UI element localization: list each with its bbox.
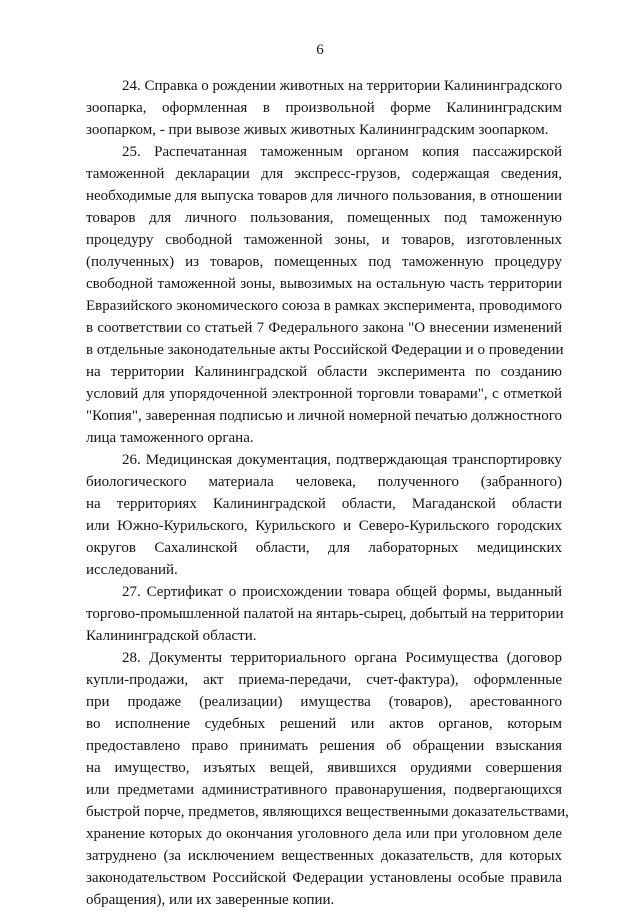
text-line: свободной таможенной зоны, вывозимых на остальную часть территории	[86, 276, 562, 292]
text-line: процедуру свободной таможенной зоны, и товаров, изготовленных	[86, 232, 562, 248]
text-line: зоопарком, - при вывозе живых животных Калининградским зоопарком.	[86, 122, 549, 138]
text-line: товаров для личного пользования, помещенных под таможенную	[86, 210, 562, 226]
page-number: 6	[316, 42, 324, 58]
text-line: зоопарка, оформленная в произвольной форме Калининградским	[86, 100, 562, 116]
text-line: на территории Калининградской области эксперимента по созданию	[86, 364, 562, 380]
document-body	[86, 75, 569, 911]
text-line: биологического материала человека, полученного (забранного)	[86, 474, 562, 490]
text-line: Калининградской области.	[86, 628, 257, 644]
text-line: купли-продажи, акт приема-передачи, счет-фактура), оформленные	[86, 672, 562, 688]
text-line: необходимые для выпуска товаров для личного пользования, в отношении	[86, 188, 562, 204]
text-line: лица таможенного органа.	[86, 430, 254, 446]
text-line: на имущество, изъятых вещей, явившихся орудиями совершения	[86, 760, 562, 776]
text-line: при продаже (реализации) имущества (товаров), арестованного	[86, 694, 562, 710]
text-line: на территориях Калининградской области, Магаданской области	[86, 496, 562, 512]
text-line: предоставлено право принимать решения об обращении взыскания	[86, 738, 562, 754]
text-line: хранение которых до окончания уголовного дела или при уголовном деле	[86, 826, 562, 842]
text-line: или Южно-Курильского, Курильского и Северо-Курильского городских	[86, 518, 562, 534]
text-line: торгово-промышленной палатой на янтарь-сырец, добытый на территории	[86, 606, 564, 622]
text-line: "Копия", заверенная подписью и личной номерной печатью должностного	[86, 408, 562, 424]
text-line: 26. Медицинская документация, подтверждающая транспортировку	[122, 452, 562, 468]
text-line: быстрой порче, предметов, являющихся вещественными доказательствами,	[86, 804, 569, 820]
paragraph-p25	[86, 141, 562, 449]
text-line: Евразийского экономического союза в рамках эксперимента, проводимого	[86, 298, 562, 314]
paragraph-p27	[86, 581, 562, 647]
text-line: обращения), или их заверенные копии.	[86, 892, 335, 908]
text-line: 25. Распечатанная таможенным органом копия пассажирской	[122, 144, 562, 160]
paragraph-p28	[86, 647, 569, 911]
text-line: исследований.	[86, 562, 178, 578]
text-line: в соответствии со статьей 7 Федерального закона "О внесении изменений	[86, 320, 562, 336]
text-line: 27. Сертификат о происхождении товара общей формы, выданный	[122, 584, 562, 600]
text-line: в отдельные законодательные акты Российской Федерации и о проведении	[86, 342, 564, 358]
text-line: законодательством Российской Федерации установлены особые правила	[86, 870, 562, 886]
text-line: таможенной декларации для экспресс-грузов, содержащая сведения,	[86, 166, 562, 182]
paragraph-p26	[86, 449, 562, 581]
text-line: округов Сахалинской области, для лабораторных медицинских	[86, 540, 562, 556]
paragraph-p24	[86, 75, 562, 141]
text-line: или предметами административного правонарушения, подвергающихся	[86, 782, 562, 798]
text-line: условий для упорядоченной электронной торговли товарами", с отметкой	[86, 386, 562, 402]
text-line: (полученных) из товаров, помещенных под таможенную процедуру	[86, 254, 562, 270]
text-line: 28. Документы территориального органа Росимущества (договор	[122, 650, 562, 666]
text-line: во исполнение судебных решений или актов органов, которым	[86, 716, 562, 732]
text-line: 24. Справка о рождении животных на территории Калининградского	[122, 78, 563, 94]
text-line: затруднено (за исключением вещественных доказательств, для которых	[86, 848, 562, 864]
